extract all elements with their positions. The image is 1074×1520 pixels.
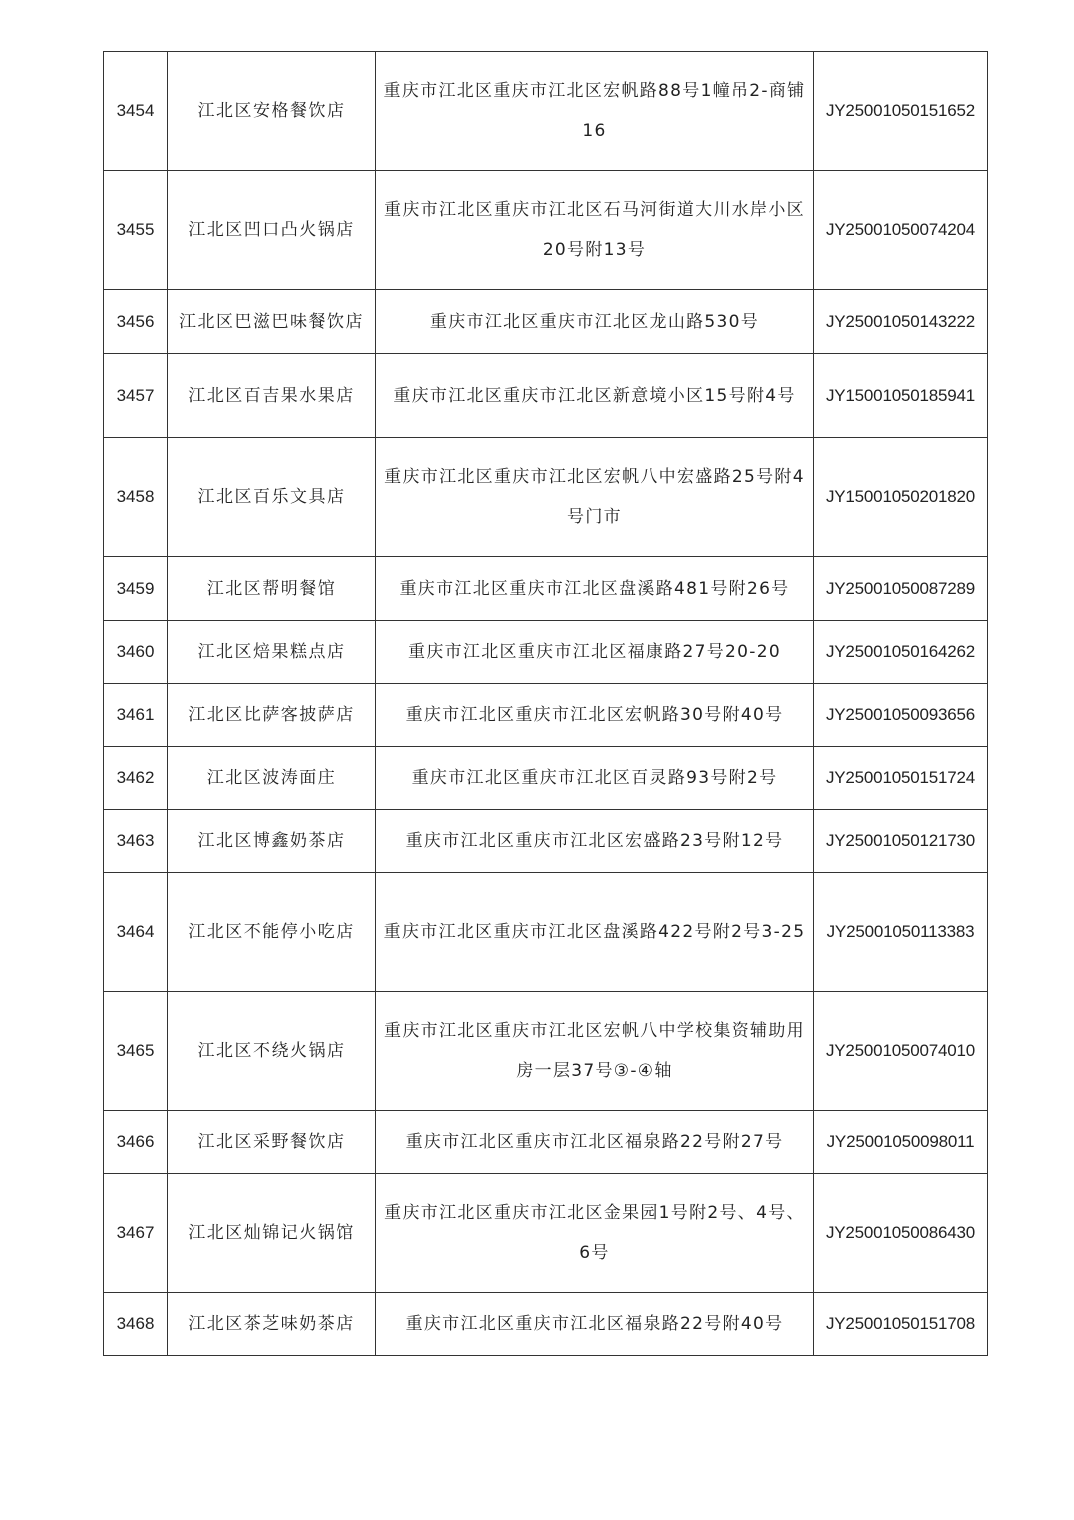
business-license-table [103, 51, 988, 1356]
license-number: JY25001050151708 [814, 1293, 988, 1356]
business-name: 江北区博鑫奶茶店 [168, 810, 376, 873]
table-row [104, 747, 988, 810]
row-number: 3466 [104, 1111, 168, 1174]
business-name: 江北区采野餐饮店 [168, 1111, 376, 1174]
table-row [104, 621, 988, 684]
table-row [104, 992, 988, 1111]
table-row [104, 873, 988, 992]
table-row [104, 810, 988, 873]
license-number: JY25001050113383 [814, 873, 988, 992]
table-row [104, 1174, 988, 1293]
row-number: 3458 [104, 438, 168, 557]
business-name: 江北区比萨客披萨店 [168, 684, 376, 747]
table-row [104, 52, 988, 171]
license-number: JY25001050074204 [814, 171, 988, 290]
business-name: 江北区凹口凸火锅店 [168, 171, 376, 290]
table-row [104, 684, 988, 747]
business-name: 江北区帮明餐馆 [168, 557, 376, 621]
business-address: 重庆市江北区重庆市江北区福泉路22号附27号 [376, 1111, 814, 1174]
license-number: JY25001050151652 [814, 52, 988, 171]
row-number: 3465 [104, 992, 168, 1111]
row-number: 3456 [104, 290, 168, 354]
row-number: 3457 [104, 354, 168, 438]
business-address: 重庆市江北区重庆市江北区宏帆八中宏盛路25号附4号门市 [376, 438, 814, 557]
table-row [104, 1293, 988, 1356]
business-name: 江北区茶芝味奶茶店 [168, 1293, 376, 1356]
table-row [104, 290, 988, 354]
business-name: 江北区百吉果水果店 [168, 354, 376, 438]
business-address: 重庆市江北区重庆市江北区盘溪路422号附2号3-25 [376, 873, 814, 992]
license-number: JY25001050151724 [814, 747, 988, 810]
row-number: 3460 [104, 621, 168, 684]
business-address: 重庆市江北区重庆市江北区盘溪路481号附26号 [376, 557, 814, 621]
business-name: 江北区灿锦记火锅馆 [168, 1174, 376, 1293]
row-number: 3462 [104, 747, 168, 810]
table-row [104, 1111, 988, 1174]
business-name: 江北区焙果糕点店 [168, 621, 376, 684]
license-number: JY25001050164262 [814, 621, 988, 684]
table-row [104, 557, 988, 621]
row-number: 3455 [104, 171, 168, 290]
business-address: 重庆市江北区重庆市江北区宏帆八中学校集资辅助用房一层37号③-④轴 [376, 992, 814, 1111]
row-number: 3464 [104, 873, 168, 992]
license-number: JY25001050087289 [814, 557, 988, 621]
row-number: 3467 [104, 1174, 168, 1293]
row-number: 3463 [104, 810, 168, 873]
business-name: 江北区安格餐饮店 [168, 52, 376, 171]
business-name: 江北区巴滋巴味餐饮店 [168, 290, 376, 354]
table-body [104, 52, 988, 1356]
license-number: JY25001050074010 [814, 992, 988, 1111]
license-number: JY15001050201820 [814, 438, 988, 557]
business-name: 江北区不绕火锅店 [168, 992, 376, 1111]
license-number: JY25001050093656 [814, 684, 988, 747]
business-name: 江北区不能停小吃店 [168, 873, 376, 992]
business-address: 重庆市江北区重庆市江北区龙山路530号 [376, 290, 814, 354]
business-address: 重庆市江北区重庆市江北区宏帆路88号1幢吊2-商铺16 [376, 52, 814, 171]
row-number: 3459 [104, 557, 168, 621]
business-address: 重庆市江北区重庆市江北区宏盛路23号附12号 [376, 810, 814, 873]
license-number: JY25001050143222 [814, 290, 988, 354]
license-number: JY25001050098011 [814, 1111, 988, 1174]
row-number: 3468 [104, 1293, 168, 1356]
business-address: 重庆市江北区重庆市江北区新意境小区15号附4号 [376, 354, 814, 438]
business-name: 江北区百乐文具店 [168, 438, 376, 557]
license-number: JY15001050185941 [814, 354, 988, 438]
business-address: 重庆市江北区重庆市江北区宏帆路30号附40号 [376, 684, 814, 747]
business-address: 重庆市江北区重庆市江北区福泉路22号附40号 [376, 1293, 814, 1356]
row-number: 3454 [104, 52, 168, 171]
table-row [104, 438, 988, 557]
business-address: 重庆市江北区重庆市江北区百灵路93号附2号 [376, 747, 814, 810]
table-row [104, 171, 988, 290]
license-number: JY25001050121730 [814, 810, 988, 873]
business-address: 重庆市江北区重庆市江北区福康路27号20-20 [376, 621, 814, 684]
business-address: 重庆市江北区重庆市江北区金果园1号附2号、4号、6号 [376, 1174, 814, 1293]
business-address: 重庆市江北区重庆市江北区石马河街道大川水岸小区20号附13号 [376, 171, 814, 290]
business-name: 江北区波涛面庄 [168, 747, 376, 810]
row-number: 3461 [104, 684, 168, 747]
table-row [104, 354, 988, 438]
license-number: JY25001050086430 [814, 1174, 988, 1293]
